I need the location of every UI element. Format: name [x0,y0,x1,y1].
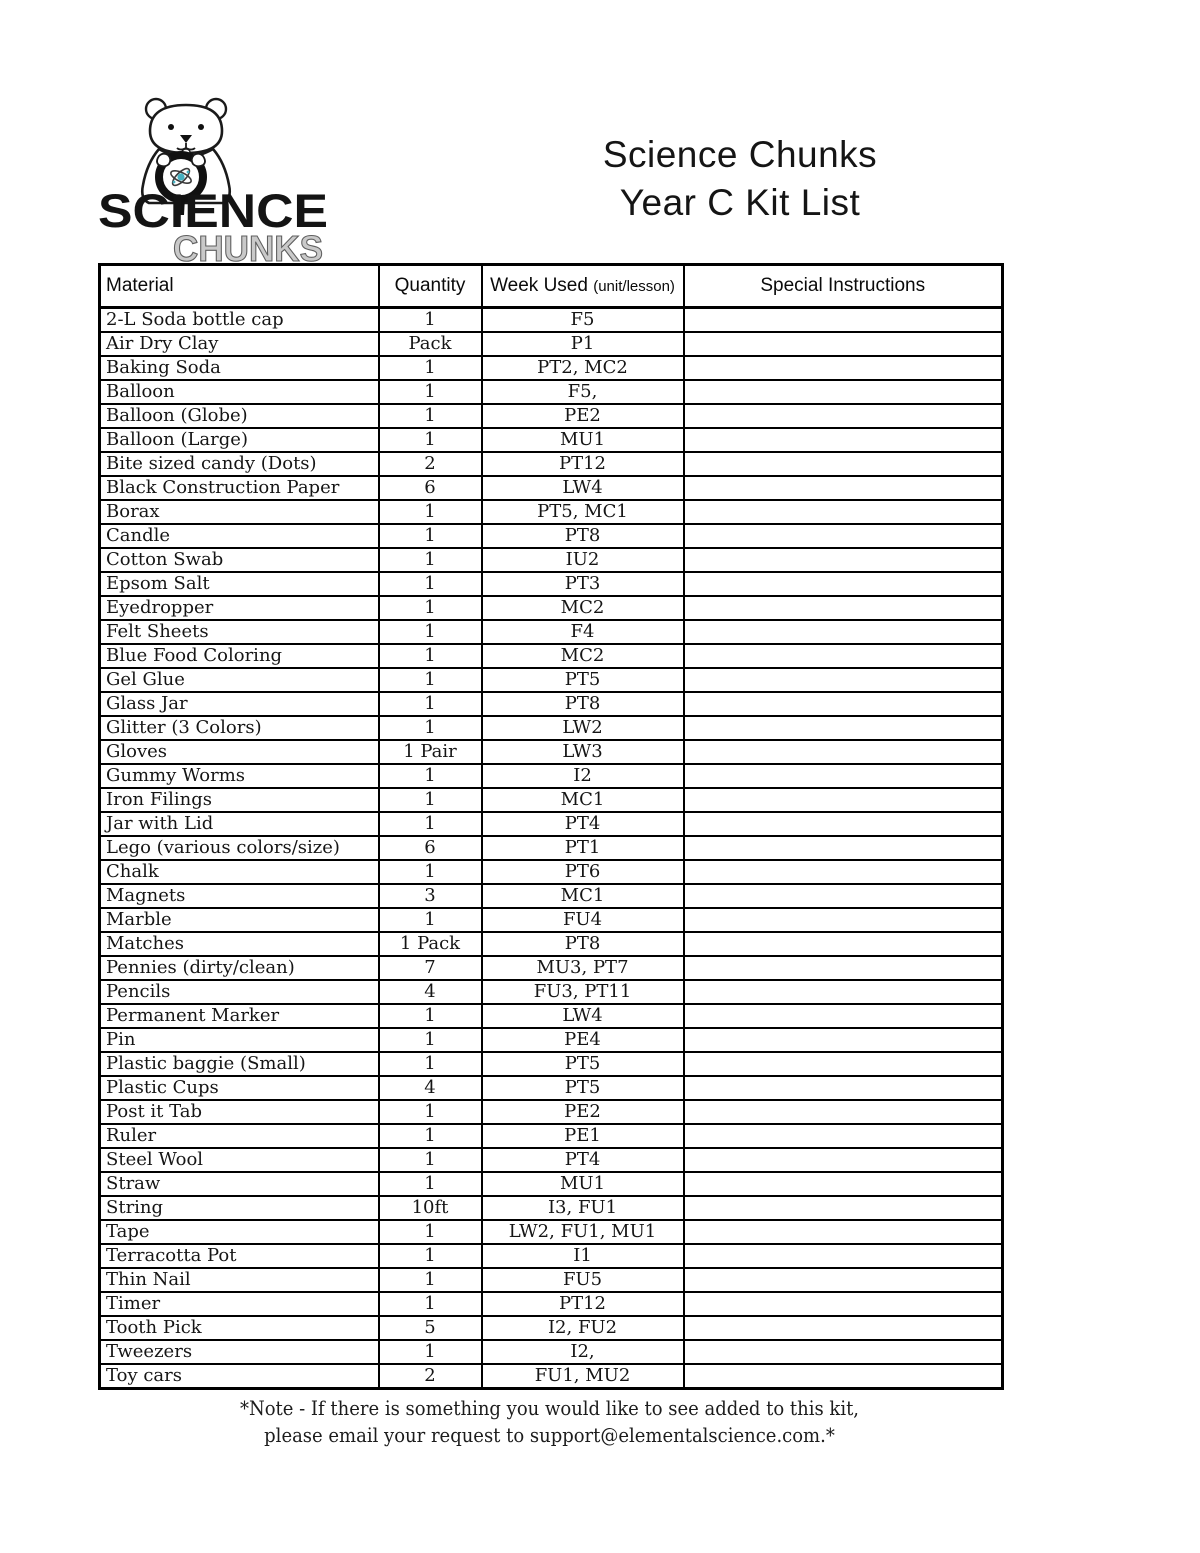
special-instructions-cell [684,524,1003,548]
special-instructions-cell [684,860,1003,884]
material-cell: Toy cars [100,1364,379,1389]
material-cell: Air Dry Clay [100,332,379,356]
quantity-cell: 1 [379,1172,482,1196]
special-instructions-cell [684,428,1003,452]
table-row [100,1196,1003,1220]
special-instructions-cell [684,1148,1003,1172]
quantity-cell: 1 [379,1004,482,1028]
week-used-cell: I3, FU1 [482,1196,684,1220]
footer-note-line2: please email your request to support@elementalscience.com.* [264,1423,835,1447]
material-cell: Gel Glue [100,668,379,692]
table-row [100,1364,1003,1389]
table-row [100,836,1003,860]
week-used-cell: PT6 [482,860,684,884]
material-cell: Ruler [100,1124,379,1148]
brand-science-text: SCIENCE [98,184,328,237]
week-used-cell: I1 [482,1244,684,1268]
table-row [100,620,1003,644]
special-instructions-cell [684,308,1003,333]
special-instructions-cell [684,1268,1003,1292]
special-instructions-cell [684,740,1003,764]
quantity-cell: 1 [379,716,482,740]
special-instructions-cell [684,1244,1003,1268]
quantity-cell: 1 [379,596,482,620]
week-used-cell: IU2 [482,548,684,572]
material-cell: Balloon [100,380,379,404]
special-instructions-cell [684,596,1003,620]
special-instructions-cell [684,1316,1003,1340]
logo-graphic [93,93,337,269]
quantity-cell: 1 [379,860,482,884]
quantity-cell: Pack [379,332,482,356]
table-row [100,1340,1003,1364]
special-instructions-cell [684,476,1003,500]
material-cell: Cotton Swab [100,548,379,572]
week-used-cell: MU1 [482,428,684,452]
special-instructions-cell [684,1076,1003,1100]
special-instructions-cell [684,1100,1003,1124]
material-cell: Pencils [100,980,379,1004]
special-instructions-cell [684,692,1003,716]
column-header-special-instructions: Special Instructions [684,265,1003,308]
material-cell: Straw [100,1172,379,1196]
table-row [100,380,1003,404]
material-cell: Plastic baggie (Small) [100,1052,379,1076]
bear-eye-icon [168,124,174,130]
material-cell: Permanent Marker [100,1004,379,1028]
table-row [100,500,1003,524]
table-row [100,980,1003,1004]
table-row [100,1172,1003,1196]
special-instructions-cell [684,404,1003,428]
quantity-cell: 1 [379,1244,482,1268]
week-used-cell: PT5, MC1 [482,500,684,524]
bear-eye-icon [198,124,204,130]
material-cell: Post it Tab [100,1100,379,1124]
special-instructions-cell [684,1124,1003,1148]
kit-table-body [100,308,1003,1389]
material-cell: Baking Soda [100,356,379,380]
quantity-cell: 1 Pair [379,740,482,764]
material-cell: Black Construction Paper [100,476,379,500]
week-used-cell: LW4 [482,476,684,500]
week-used-cell: MU1 [482,1172,684,1196]
page-title-line2: Year C Kit List [619,182,861,223]
quantity-cell: 1 [379,1028,482,1052]
week-used-cell: MC2 [482,596,684,620]
special-instructions-cell [684,548,1003,572]
table-row [100,764,1003,788]
quantity-cell: 1 [379,524,482,548]
science-chunks-logo [93,93,337,269]
column-header-quantity: Quantity [379,265,482,308]
quantity-cell: 1 [379,1124,482,1148]
table-row [100,1292,1003,1316]
material-cell: Felt Sheets [100,620,379,644]
quantity-cell: 1 [379,1268,482,1292]
quantity-cell: 1 [379,692,482,716]
quantity-cell: 5 [379,1316,482,1340]
material-cell: Balloon (Globe) [100,404,379,428]
material-cell: Bite sized candy (Dots) [100,452,379,476]
quantity-cell: 1 [379,1220,482,1244]
table-row [100,332,1003,356]
table-row [100,1244,1003,1268]
material-cell: Candle [100,524,379,548]
table-row [100,1076,1003,1100]
table-row [100,1052,1003,1076]
special-instructions-cell [684,908,1003,932]
material-cell: Borax [100,500,379,524]
week-used-cell: PT12 [482,452,684,476]
week-used-cell: PE2 [482,1100,684,1124]
special-instructions-cell [684,1364,1003,1389]
table-row [100,404,1003,428]
table-row [100,1004,1003,1028]
special-instructions-cell [684,788,1003,812]
quantity-cell: 1 [379,644,482,668]
quantity-cell: 1 [379,1148,482,1172]
special-instructions-cell [684,812,1003,836]
table-row [100,1028,1003,1052]
table-row [100,572,1003,596]
page-title [480,131,1000,227]
quantity-cell: 1 [379,764,482,788]
special-instructions-cell [684,452,1003,476]
material-cell: Glitter (3 Colors) [100,716,379,740]
week-used-cell: LW2, FU1, MU1 [482,1220,684,1244]
quantity-cell: 4 [379,1076,482,1100]
quantity-cell: 1 [379,380,482,404]
material-cell: Marble [100,908,379,932]
quantity-cell: 1 [379,788,482,812]
footer-note-line1: *Note - If there is something you would like to see added to this kit, [239,1396,860,1420]
week-used-cell: F5 [482,308,684,333]
week-used-cell: LW3 [482,740,684,764]
table-row [100,644,1003,668]
quantity-cell: 1 [379,572,482,596]
table-row [100,860,1003,884]
quantity-cell: 1 Pack [379,932,482,956]
table-row [100,908,1003,932]
quantity-cell: 1 [379,1340,482,1364]
quantity-cell: 2 [379,1364,482,1389]
table-row [100,476,1003,500]
table-row [100,932,1003,956]
week-used-cell: PT8 [482,524,684,548]
material-cell: Thin Nail [100,1268,379,1292]
page-title-line1: Science Chunks [602,134,878,175]
quantity-cell: 1 [379,1292,482,1316]
material-cell: Tweezers [100,1340,379,1364]
table-row [100,1124,1003,1148]
week-used-cell: PT8 [482,932,684,956]
material-cell: 2-L Soda bottle cap [100,308,379,333]
table-row [100,428,1003,452]
quantity-cell: 1 [379,668,482,692]
week-used-cell: I2 [482,764,684,788]
week-used-cell: F5, [482,380,684,404]
week-used-cell: PT4 [482,812,684,836]
special-instructions-cell [684,500,1003,524]
quantity-cell: 7 [379,956,482,980]
special-instructions-cell [684,380,1003,404]
quantity-cell: 1 [379,356,482,380]
quantity-cell: 1 [379,548,482,572]
quantity-cell: 1 [379,908,482,932]
material-cell: Tooth Pick [100,1316,379,1340]
table-row [100,1148,1003,1172]
material-cell: Blue Food Coloring [100,644,379,668]
week-used-cell: I2, FU2 [482,1316,684,1340]
table-row [100,1220,1003,1244]
table-row [100,308,1003,333]
material-cell: Gloves [100,740,379,764]
table-row [100,692,1003,716]
week-used-cell: MC1 [482,788,684,812]
quantity-cell: 1 [379,812,482,836]
week-used-cell: PT4 [482,1148,684,1172]
week-used-cell: LW2 [482,716,684,740]
quantity-cell: 1 [379,620,482,644]
week-used-cell: MC1 [482,884,684,908]
material-cell: Matches [100,932,379,956]
material-cell: Glass Jar [100,692,379,716]
week-used-cell: PE4 [482,1028,684,1052]
special-instructions-cell [684,980,1003,1004]
week-used-cell: PT5 [482,1052,684,1076]
material-cell: Pennies (dirty/clean) [100,956,379,980]
table-row [100,956,1003,980]
week-used-cell: FU3, PT11 [482,980,684,1004]
table-row [100,668,1003,692]
column-header-week-used: Week Used (unit/lesson) [482,265,684,308]
special-instructions-cell [684,932,1003,956]
table-row [100,884,1003,908]
material-cell: Terracotta Pot [100,1244,379,1268]
kit-table [98,263,1004,1390]
quantity-cell: 2 [379,452,482,476]
material-cell: Tape [100,1220,379,1244]
special-instructions-cell [684,1196,1003,1220]
material-cell: Plastic Cups [100,1076,379,1100]
column-header-week-used-suffix: (unit/lesson) [593,278,675,295]
week-used-cell: PT2, MC2 [482,356,684,380]
table-row [100,788,1003,812]
week-used-cell: PT5 [482,1076,684,1100]
week-used-cell: PT1 [482,836,684,860]
table-row [100,1100,1003,1124]
quantity-cell: 6 [379,476,482,500]
table-row [100,548,1003,572]
material-cell: Lego (various colors/size) [100,836,379,860]
footer-note [98,1395,1001,1449]
quantity-cell: 1 [379,404,482,428]
material-cell: Epsom Salt [100,572,379,596]
special-instructions-cell [684,1028,1003,1052]
column-header-material: Material [100,265,379,308]
week-used-cell: MC2 [482,644,684,668]
material-cell: Pin [100,1028,379,1052]
special-instructions-cell [684,1172,1003,1196]
table-row [100,740,1003,764]
week-used-cell: PT8 [482,692,684,716]
quantity-cell: 10ft [379,1196,482,1220]
material-cell: Jar with Lid [100,812,379,836]
table-row [100,812,1003,836]
special-instructions-cell [684,956,1003,980]
quantity-cell: 1 [379,1100,482,1124]
material-cell: Balloon (Large) [100,428,379,452]
table-row [100,356,1003,380]
week-used-cell: PE2 [482,404,684,428]
brand-chunks-text: CHUNKS [173,228,323,269]
table-row [100,524,1003,548]
special-instructions-cell [684,884,1003,908]
material-cell: Gummy Worms [100,764,379,788]
material-cell: Iron Filings [100,788,379,812]
kit-table-header [100,265,1003,308]
week-used-cell: MU3, PT7 [482,956,684,980]
quantity-cell: 1 [379,308,482,333]
table-row [100,452,1003,476]
quantity-cell: 3 [379,884,482,908]
table-row [100,1316,1003,1340]
special-instructions-cell [684,668,1003,692]
week-used-cell: FU4 [482,908,684,932]
quantity-cell: 6 [379,836,482,860]
week-used-cell: P1 [482,332,684,356]
week-used-cell: PT12 [482,1292,684,1316]
special-instructions-cell [684,572,1003,596]
special-instructions-cell [684,716,1003,740]
week-used-cell: LW4 [482,1004,684,1028]
table-row [100,716,1003,740]
special-instructions-cell [684,356,1003,380]
week-used-cell: I2, [482,1340,684,1364]
material-cell: Eyedropper [100,596,379,620]
special-instructions-cell [684,1052,1003,1076]
special-instructions-cell [684,1004,1003,1028]
special-instructions-cell [684,1292,1003,1316]
week-used-cell: FU5 [482,1268,684,1292]
special-instructions-cell [684,1220,1003,1244]
table-row [100,596,1003,620]
special-instructions-cell [684,332,1003,356]
week-used-cell: F4 [482,620,684,644]
material-cell: Chalk [100,860,379,884]
week-used-cell: FU1, MU2 [482,1364,684,1389]
special-instructions-cell [684,644,1003,668]
special-instructions-cell [684,764,1003,788]
special-instructions-cell [684,620,1003,644]
week-used-cell: PE1 [482,1124,684,1148]
special-instructions-cell [684,1340,1003,1364]
week-used-cell: PT5 [482,668,684,692]
material-cell: Magnets [100,884,379,908]
material-cell: Steel Wool [100,1148,379,1172]
special-instructions-cell [684,836,1003,860]
table-row [100,1268,1003,1292]
material-cell: Timer [100,1292,379,1316]
quantity-cell: 1 [379,500,482,524]
quantity-cell: 1 [379,1052,482,1076]
material-cell: String [100,1196,379,1220]
week-used-cell: PT3 [482,572,684,596]
quantity-cell: 1 [379,428,482,452]
quantity-cell: 4 [379,980,482,1004]
